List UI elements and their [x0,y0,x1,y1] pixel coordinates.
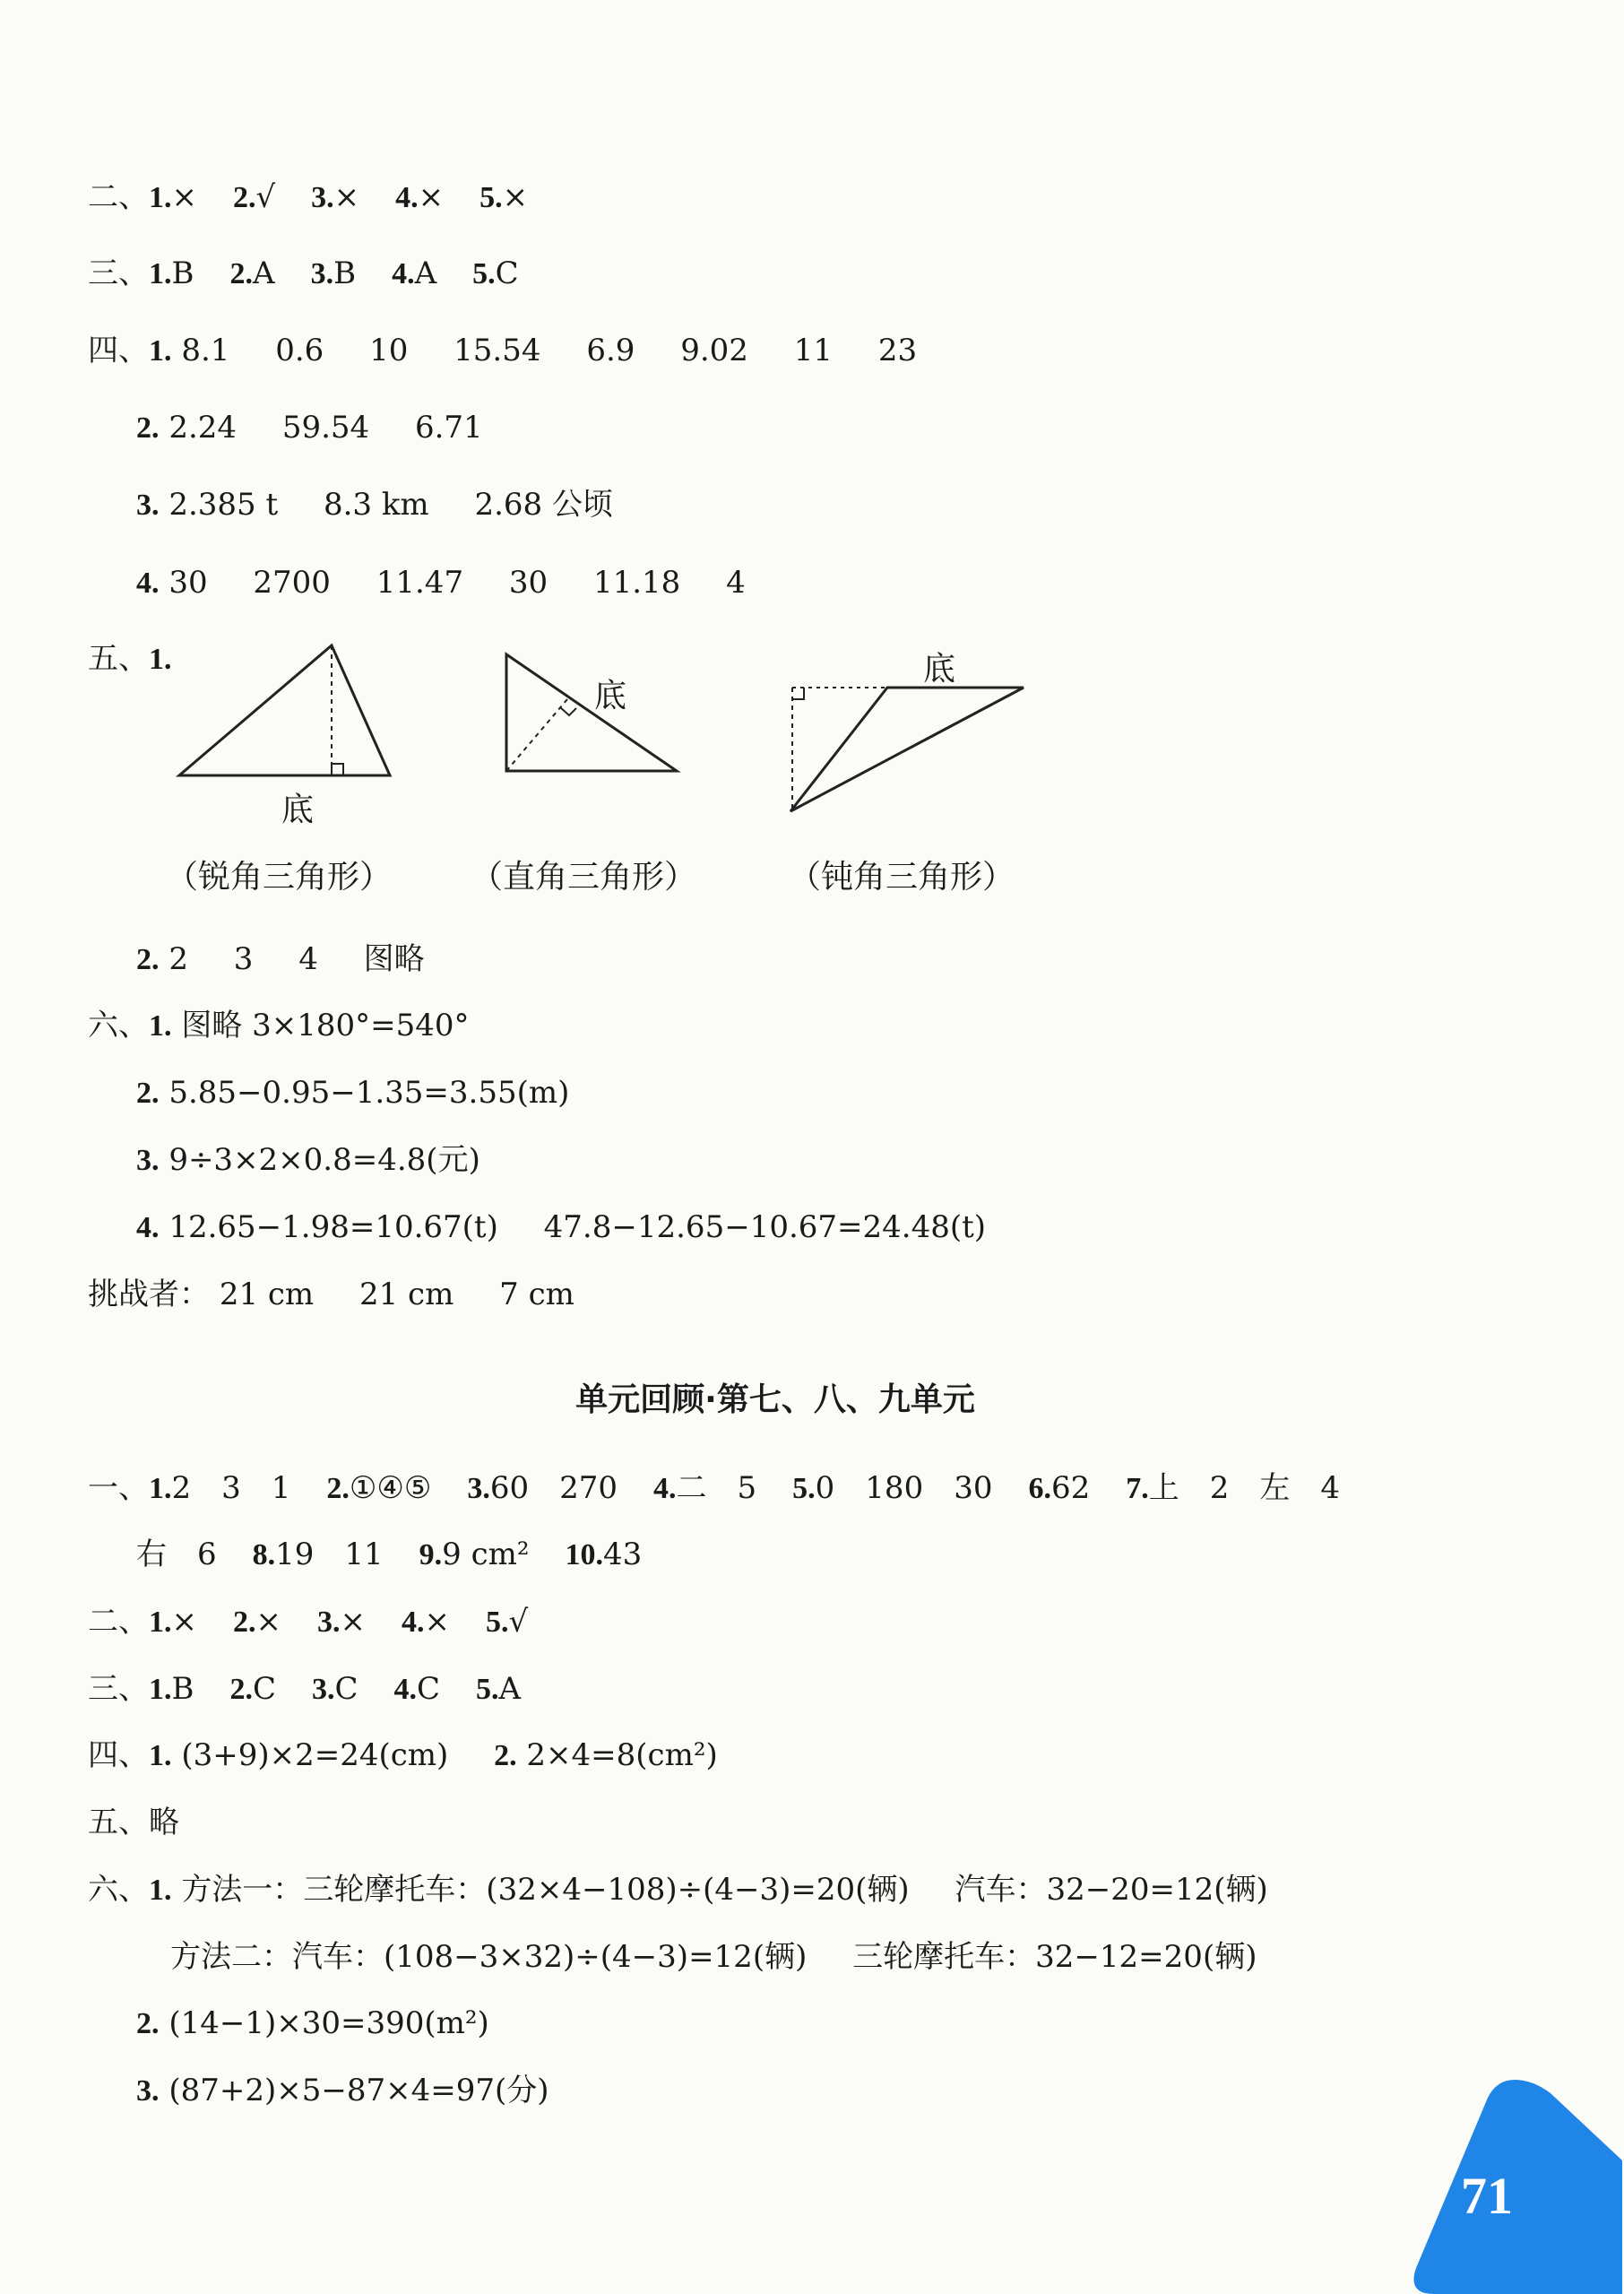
answer: 11 [793,333,833,368]
answer: 三轮摩托车：32−12=20(辆) [852,1939,1257,1975]
answer: 0.6 [275,333,324,368]
base-label: 底 [281,792,315,828]
answer: 11.18 [592,565,681,601]
answer: ①④⑤ [349,1470,432,1506]
base-label: 底 [923,651,956,688]
q-num: 5. [476,1673,499,1706]
answer: 60 270 [489,1470,618,1506]
caption-acute: （锐角三角形） [166,859,393,896]
answer: 方法二：汽车：(108−3×32)÷(4−3)=12(辆) [170,1939,808,1975]
q-num: 1. [149,643,172,676]
answer: 43 [603,1537,643,1572]
answer: × [255,1604,281,1640]
unit-section-6-q3 [136,2073,549,2109]
answer: 2×4=8(cm²) [526,1737,718,1773]
answer: 62 [1050,1470,1091,1506]
answer: × [424,1604,450,1640]
unit-section-2 [88,1604,528,1640]
q-num: 2. [233,1606,256,1639]
q-num: 2. [136,1077,160,1110]
answer: 8.1 [181,333,230,368]
q-num: 4. [136,567,160,600]
q-num: 4. [393,1673,418,1706]
q-num: 1. [149,257,172,290]
answer: 9 cm² [442,1537,530,1572]
section-head: 六、 [88,1872,149,1908]
q-num: 2. [229,257,253,290]
q-num: 1. [149,1606,172,1639]
answer: B [171,1671,194,1707]
answer: 21 cm [358,1277,454,1312]
q-num: 6. [1028,1472,1051,1505]
answer: 5.85−0.95−1.35=3.55(m) [168,1075,570,1111]
answer: × [418,179,445,215]
base-label: 底 [594,678,627,714]
right-triangle-shape [506,654,677,771]
answer: 4 [298,941,318,977]
answer: √ [508,1604,529,1640]
unit-section-1-line1 [88,1470,1340,1507]
answer: C [495,255,519,291]
section-6-q1 [88,1008,470,1044]
obtuse-triangle-figure [780,677,1031,820]
answer: 右 6 [136,1537,217,1572]
q-num: 1. [149,1739,172,1772]
q-num: 3. [310,257,334,290]
answer: 11.47 [376,565,464,601]
q-num: 1. [149,1673,172,1706]
answer: 9.02 [680,333,748,368]
answer: 12.65−1.98=10.67(t) [168,1209,498,1245]
answer: (3+9)×2=24(cm) [181,1737,449,1773]
unit-section-3 [88,1671,521,1708]
answer: 图略 3×180°=540° [181,1008,470,1043]
height-line [506,699,567,771]
answer: 2 [168,941,188,977]
section-4-q1 [88,333,917,369]
answer: × [171,1604,197,1640]
q-num: 4. [395,181,419,214]
answer: 五、略 [88,1805,179,1840]
answer: × [502,179,529,215]
q-num: 1. [149,181,172,214]
q-num: 2. [136,2007,160,2040]
answer: (87+2)×5−87×4=97(分) [168,2073,549,2108]
q-num: 3. [136,1144,160,1177]
section-head: 六、 [88,1008,149,1043]
answer: × [340,1604,366,1640]
answer: 21 cm [219,1277,315,1312]
unit-section-6-q1-method1 [88,1872,1268,1909]
answer: B [333,255,357,291]
section-4-q2 [136,410,483,446]
q-num: 3. [467,1472,490,1505]
answer: 6.71 [414,410,483,446]
q-num: 2. [494,1739,517,1772]
section-head: 二、 [88,1604,149,1640]
acute-triangle-shape [179,645,390,775]
q-num: 3. [136,2074,160,2108]
section-head: 五、 [88,641,149,677]
q-num: 1. [149,334,172,368]
challenge-label: 挑战者： [88,1277,210,1312]
answer: C [417,1671,441,1707]
obtuse-triangle-shape [790,688,1024,811]
section-6-q2 [136,1075,569,1112]
answer: 30 [168,565,208,601]
answer: 47.8−12.65−10.67=24.48(t) [543,1209,987,1245]
q-num: 1. [149,1472,172,1505]
badge-shape [1414,2080,1623,2294]
answer: √ [255,179,276,215]
caption-obtuse: （钝角三角形） [789,859,1015,896]
caption-right: （直角三角形） [471,859,697,896]
unit-review-title: 单元回顾·第七、八、九单元 [575,1381,975,1418]
answer: A [253,255,275,291]
q-num: 2. [233,181,256,214]
section-head: 一、 [88,1470,149,1506]
q-num: 4. [392,257,415,290]
section-5-q1-head [88,641,172,678]
section-head: 三、 [88,255,149,291]
answer: 汽车：32−20=12(辆) [955,1872,1268,1908]
q-num: 3. [317,1606,341,1639]
section-5-q2 [136,941,425,978]
section-head: 三、 [88,1671,149,1707]
answer: × [171,179,197,215]
answer: (14−1)×30=390(m²) [168,2005,489,2041]
answer: A [498,1671,522,1707]
section-4-q3 [136,487,613,524]
q-num: 4. [653,1472,677,1505]
unit-section-6-q2 [136,2005,489,2042]
answer: A [414,255,437,291]
q-num: 2. [229,1673,253,1706]
right-angle-mark [792,688,804,699]
section-head: 二、 [88,179,149,215]
unit-section-5 [88,1805,179,1840]
answer: 2 3 1 [171,1470,291,1506]
section-head: 四、 [88,333,149,368]
answer: 方法一：三轮摩托车：(32×4−108)÷(4−3)=20(辆) [181,1872,910,1908]
unit-section-6-q1-method2 [170,1939,1257,1975]
answer: 7 cm [499,1277,574,1312]
q-num: 10. [565,1538,604,1571]
section-2-true-false [88,179,528,216]
q-num: 7. [1126,1472,1149,1505]
q-num: 3. [311,181,334,214]
unit-section-1-line2 [136,1537,642,1573]
answer: 15.54 [454,333,541,368]
page-number: 71 [1461,2167,1513,2225]
answer: 8.3 km [323,487,429,523]
answer: 30 [508,565,549,601]
answer: 2.68 公顷 [474,487,613,523]
challenge-line [88,1277,574,1312]
q-num: 5. [472,257,496,290]
q-num: 2. [136,411,160,445]
section-4-q4 [136,565,746,602]
q-num: 9. [419,1538,443,1571]
section-3-choice [88,255,519,292]
answer: 2700 [253,565,331,601]
answer: 9÷3×2×0.8=4.8(元) [168,1142,480,1178]
answer: 二 5 [676,1470,757,1506]
answer: 2.385 t [168,487,279,523]
answer: B [171,255,194,291]
q-num: 4. [136,1211,160,1244]
right-angle-mark [332,764,343,775]
answer: C [253,1671,277,1707]
answer: 19 11 [275,1537,384,1572]
answer: 2.24 [168,410,238,446]
q-num: 3. [136,489,160,522]
answer: × [333,179,360,215]
answer: C [334,1671,358,1707]
answer: 23 [877,333,918,368]
answer: 图略 [363,941,425,977]
unit-section-4 [88,1737,718,1774]
answer: 0 180 30 [815,1470,993,1506]
answer: 3 [233,941,254,977]
q-num: 1. [149,1009,172,1043]
q-num: 2. [136,943,160,976]
q-num: 8. [252,1538,276,1571]
q-num: 5. [479,181,503,214]
section-6-q4 [136,1209,986,1246]
answer: 59.54 [281,410,370,446]
section-6-q3 [136,1142,480,1179]
page-number-badge [1407,2080,1622,2294]
q-num: 5. [486,1606,509,1639]
q-num: 4. [402,1606,425,1639]
answer: 上 2 左 4 [1148,1470,1340,1506]
q-num: 2. [326,1472,350,1505]
answer: 4 [726,565,746,601]
answer: 6.9 [586,333,635,368]
q-num: 5. [792,1472,816,1505]
q-num: 1. [149,1874,172,1907]
q-num: 3. [312,1673,335,1706]
right-angle-mark [560,707,576,715]
answer: 10 [369,333,409,368]
section-head: 四、 [88,1737,149,1773]
